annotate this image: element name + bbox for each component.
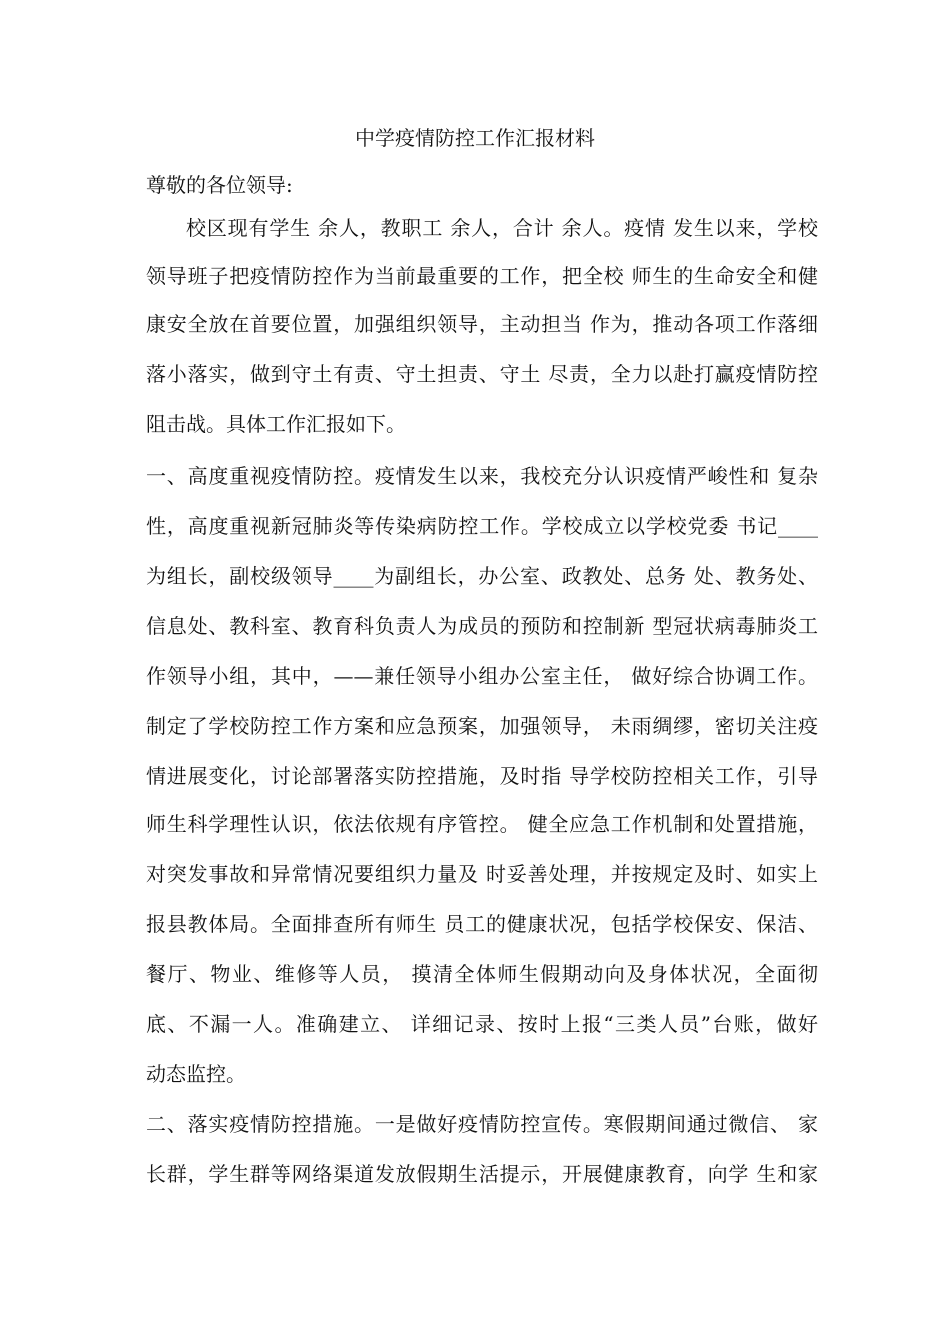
paragraph-line: 动态监控。 — [146, 1062, 246, 1086]
paragraph-line: 制定了学校防控工作方案和应急预案，加强领导， 未雨绸缪，密切关注疫 — [146, 714, 818, 738]
paragraph-line: 康安全放在首要位置，加强组织领导，主动担当 作为，推动各项工作落细 — [146, 312, 818, 336]
paragraph-line: 阻击战。具体工作汇报如下。 — [146, 412, 406, 436]
paragraph-line: 长群，学生群等网络渠道发放假期生活提示，开展健康教育，向学 生和家 — [146, 1162, 818, 1186]
paragraph-line: 落小落实，做到守土有责、守土担责、守土 尽责，全力以赴打赢疫情防控 — [146, 362, 818, 386]
paragraph-line: 一、高度重视疫情防控。疫情发生以来，我校充分认识疫情严峻性和 复杂 — [146, 464, 818, 488]
paragraph-line: 情进展变化，讨论部署落实防控措施，及时指 导学校防控相关工作，引导 — [146, 764, 818, 788]
paragraph-line: 作领导小组，其中，——兼任领导小组办公室主任， 做好综合协调工作。 — [146, 664, 818, 688]
paragraph-line: 二、落实疫情防控措施。一是做好疫情防控宣传。寒假期间通过微信、 家 — [146, 1112, 818, 1136]
salutation: 尊敬的各位领导: — [146, 173, 293, 197]
paragraph-line: 对突发事故和异常情况要组织力量及 时妥善处理，并按规定及时、如实上 — [146, 862, 818, 886]
paragraph-line: 餐厅、物业、维修等人员， 摸清全体师生假期动向及身体状况，全面彻 — [146, 962, 818, 986]
paragraph-line: 师生科学理性认识，依法依规有序管控。 健全应急工作机制和处置措施， — [146, 812, 818, 836]
paragraph-line: 为组长，副校级领导____为副组长，办公室、政教处、总务 处、教务处、 — [146, 564, 818, 588]
paragraph-line: 报县教体局。全面排查所有师生 员工的健康状况，包括学校保安、保洁、 — [146, 912, 818, 936]
paragraph-line: 底、不漏一人。准确建立、 详细记录、按时上报“三类人员”台账，做好 — [146, 1012, 818, 1036]
paragraph-line: 校区现有学生 余人，教职工 余人，合计 余人。疫情 发生以来，学校 — [186, 216, 818, 240]
paragraph-line: 领导班子把疫情防控作为当前最重要的工作，把全校 师生的生命安全和健 — [146, 264, 818, 288]
paragraph-line: 性，高度重视新冠肺炎等传染病防控工作。学校成立以学校党委 书记____ — [146, 514, 818, 538]
paragraph-line: 信息处、教科室、教育科负责人为成员的预防和控制新 型冠状病毒肺炎工 — [146, 614, 818, 638]
document-title: 中学疫情防控工作汇报材料 — [355, 126, 595, 150]
